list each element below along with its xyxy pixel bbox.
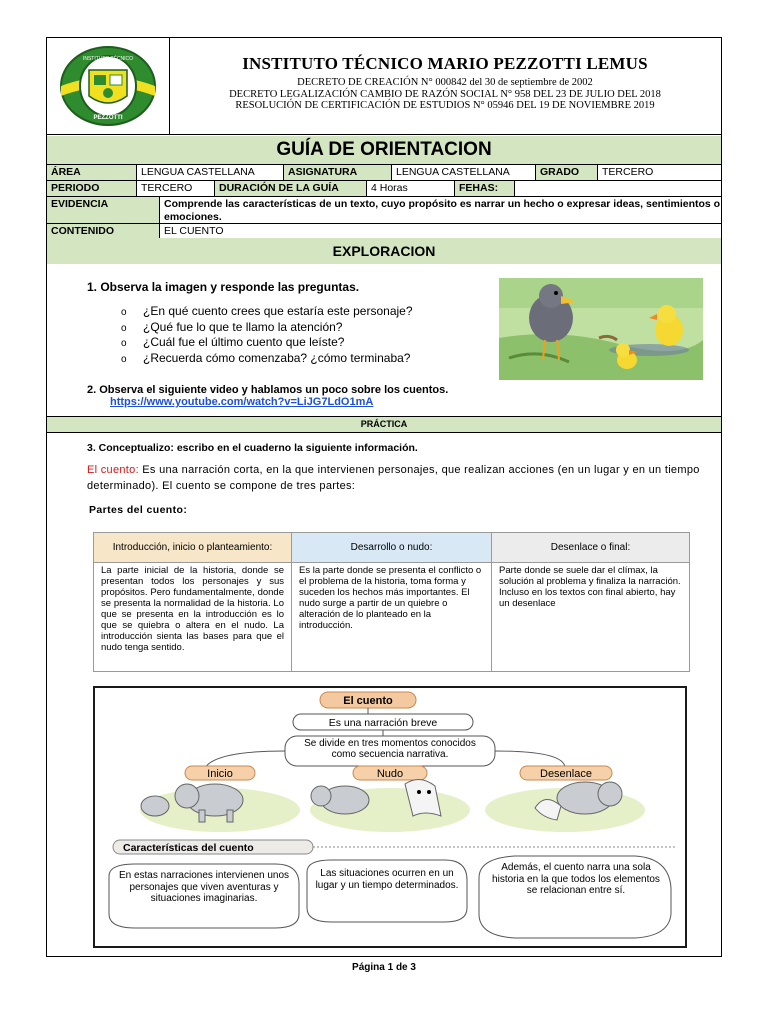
page-number: Página 1 de 3 bbox=[352, 962, 416, 973]
parts-title: Partes del cuento: bbox=[89, 504, 188, 516]
document-header bbox=[47, 38, 721, 135]
content-label: CONTENIDO bbox=[47, 224, 160, 239]
characteristic-2: Las situaciones ocurren en un lugar y un tiempo determinados. bbox=[315, 868, 459, 891]
decree-line-3: RESOLUCIÓN DE CERTIFICACIÓN DE ESTUDIOS N° 05946 DEL 19 DE NOVIEMBRE 2019 bbox=[235, 100, 655, 111]
story-definition bbox=[87, 462, 707, 494]
evidence-value: Comprende las características de un texto, cuyo propósito es narrar un hecho o expresar ideas, sentimientos o emociones. bbox=[160, 197, 721, 224]
part-label-inicio: Inicio bbox=[207, 768, 233, 780]
scene-desenlace bbox=[485, 782, 645, 832]
content-value: EL CUENTO bbox=[160, 224, 721, 239]
bullet-text: ¿Cuál fue el último cuento que leíste? bbox=[143, 335, 345, 349]
parts-table bbox=[93, 532, 690, 672]
question-3: 3. Conceptualizo: escribo en el cuaderno la siguiente información. bbox=[87, 442, 418, 454]
ugly-duckling-illustration bbox=[499, 278, 703, 380]
definition-term: El cuento: bbox=[87, 464, 139, 476]
grade-value: TERCERO bbox=[598, 165, 721, 181]
practice-title: PRÁCTICA bbox=[47, 416, 721, 433]
bullet-text: ¿En qué cuento crees que estaría este personaje? bbox=[143, 304, 413, 318]
diagram-title: El cuento bbox=[343, 695, 393, 707]
area-label: ÁREA bbox=[47, 165, 137, 181]
bullet-marker: o bbox=[121, 307, 127, 318]
scene-inicio bbox=[140, 784, 300, 832]
table-cell-development: Es la parte donde se presenta el conflicto o el problema de la historia, toma forma y suceden los hechos más importantes. El nudo surge a partir de un quiebre o alteración de lo planteado en la introducción. bbox=[292, 563, 492, 671]
diagram-drawing bbox=[95, 688, 685, 946]
info-row-period bbox=[47, 180, 721, 197]
table-header-development: Desarrollo o nudo: bbox=[292, 533, 492, 563]
period-label: PERIODO bbox=[47, 181, 137, 197]
info-row-area bbox=[47, 164, 721, 181]
bullet-marker: o bbox=[121, 338, 127, 349]
question-bullet bbox=[121, 320, 342, 334]
duration-value: 4 Horas bbox=[367, 181, 455, 197]
bullet-marker: o bbox=[121, 323, 127, 334]
grade-label: GRADO bbox=[536, 165, 598, 181]
definition-text: Es una narración corta, en la que intervienen personajes, que realizan acciones (en un lugar y en un tiempo determinado). El cuento se compone de tres partes: bbox=[87, 464, 700, 492]
part-label-nudo: Nudo bbox=[376, 768, 404, 780]
bullet-marker: o bbox=[121, 354, 127, 365]
question-bullet bbox=[121, 351, 410, 365]
logo-text-bottom: PEZZOTTI bbox=[93, 115, 123, 121]
bullet-text: ¿Recuerda cómo comenzaba? ¿cómo terminaba? bbox=[143, 351, 411, 365]
institution-block bbox=[175, 54, 715, 112]
table-header-ending: Desenlace o final: bbox=[492, 533, 689, 563]
dates-value[interactable] bbox=[515, 181, 721, 197]
table-cell-ending: Parte donde se suele dar el clímax, la solución al problema y finaliza la narración. Incluso en los textos con final abierto, hay un desenlace bbox=[499, 565, 681, 609]
video-link[interactable]: https://www.youtube.com/watch?v=LiJG7LdO1mA bbox=[110, 396, 374, 408]
school-logo bbox=[47, 38, 169, 134]
table-header-intro: Introducción, inicio o planteamiento: bbox=[94, 533, 292, 563]
document-page bbox=[46, 37, 722, 957]
question-2 bbox=[87, 384, 448, 408]
area-value: LENGUA CASTELLANA bbox=[137, 165, 284, 181]
scene-nudo bbox=[310, 779, 470, 832]
part-label-desenlace: Desenlace bbox=[540, 768, 592, 780]
exploration-title: EXPLORACION bbox=[47, 238, 721, 264]
period-value: TERCERO bbox=[137, 181, 215, 197]
dates-label: FEHAS: bbox=[455, 181, 515, 197]
decree-line-2: DECRETO LEGALIZACIÓN CAMBIO DE RAZÓN SOCIAL N° 958 DEL 23 DE JULIO DEL 2018 bbox=[229, 88, 661, 100]
bullet-text: ¿Qué fue lo que te llamo la atención? bbox=[143, 320, 343, 334]
logo-cell bbox=[47, 38, 170, 134]
decree-line-1: DECRETO DE CREACIÓN N° 000842 del 30 de septiembre de 2002 bbox=[297, 77, 593, 88]
characteristic-1: En estas narraciones intervienen unos personajes que viven aventuras y situaciones imaginarias. bbox=[118, 870, 290, 904]
logo-text-top: INSTITUTO TÉCNICO bbox=[82, 56, 134, 62]
table-cell-intro: La parte inicial de la historia, donde se presentan todos los personajes y sus propósitos. Pero fundamentalmente, donde se presenta la normalidad de la historia. Lo que se presenta en la introducción es lo que se quiebra o altera en el nudo. La introducción sienta las bases para que el nudo tenga sentido. bbox=[94, 563, 292, 671]
diagram-divides-text: Se divide en tres momentos conocidos como secuencia narrativa. bbox=[304, 738, 476, 760]
guide-title: GUÍA DE ORIENTACION bbox=[47, 136, 721, 164]
evidence-label: EVIDENCIA bbox=[47, 197, 160, 224]
info-row-evidence bbox=[47, 196, 721, 224]
subject-value: LENGUA CASTELLANA bbox=[392, 165, 536, 181]
characteristic-3: Además, el cuento narra una sola historia en la que todos los elementos se relacionan entre sí. bbox=[492, 862, 660, 896]
question-bullet bbox=[121, 304, 413, 318]
duration-label: DURACIÓN DE LA GUÍA bbox=[215, 181, 367, 197]
subject-label: ASIGNATURA bbox=[284, 165, 392, 181]
question-bullet bbox=[121, 335, 344, 349]
question-1: 1. Observa la imagen y responde las preguntas. bbox=[87, 280, 360, 294]
characteristics-title: Características del cuento bbox=[123, 842, 254, 854]
story-diagram bbox=[93, 686, 687, 948]
question-2-text: 2. Observa el siguiente video y hablamos un poco sobre los cuentos. bbox=[87, 384, 449, 396]
diagram-subtitle: Es una narración breve bbox=[328, 717, 438, 729]
institution-name: INSTITUTO TÉCNICO MARIO PEZZOTTI LEMUS bbox=[242, 54, 648, 73]
